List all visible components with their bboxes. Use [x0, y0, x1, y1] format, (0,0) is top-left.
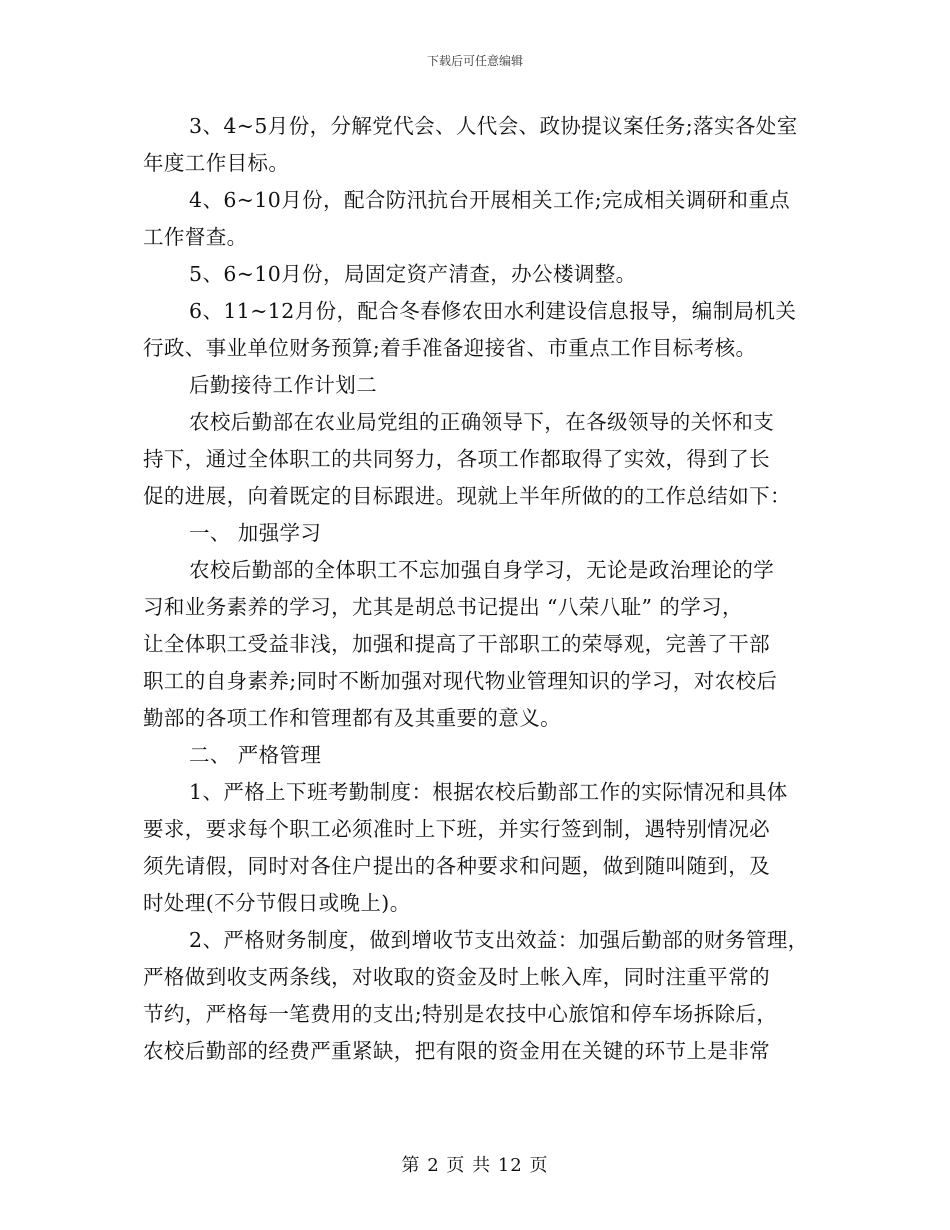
text-line: 让全体职工受益非浅，加强和提高了干部职工的荣辱观，完善了干部 — [143, 632, 770, 656]
text-line: 时处理(不分节假日或晚上)。 — [143, 891, 411, 915]
text-line: 须先请假，同时对各住户提出的各种要求和问题，做到随叫随到，及 — [143, 854, 770, 878]
text-line: 持下，通过全体职工的共同努力，各项工作都取得了实效，得到了长 — [143, 447, 770, 471]
text-line: 一、 加强学习 — [189, 521, 322, 545]
text-line: 农校后勤部的经费严重紧缺，把有限的资金用在关键的环节上是非常 — [143, 1039, 770, 1063]
text-line: 年度工作目标。 — [143, 151, 290, 175]
document-body — [143, 108, 823, 1070]
page-number-footer: 第 2 页 共 12 页 — [401, 1155, 549, 1176]
page-header: 下载后可任意编辑 — [426, 54, 523, 68]
text-line: 工作督查。 — [143, 225, 248, 249]
text-line: 5、6~10月份，局固定资产清查，办公楼调整。 — [189, 262, 637, 286]
text-line: 行政、事业单位财务预算;着手准备迎接省、市重点工作目标考核。 — [143, 336, 757, 360]
text-line: 农校后勤部在农业局党组的正确领导下，在各级领导的关怀和支 — [189, 410, 775, 434]
text-line: 勤部的各项工作和管理都有及其重要的意义。 — [143, 706, 561, 730]
text-line: 节约，严格每一笔费用的支出;特别是农技中心旅馆和停车场拆除后， — [143, 1002, 778, 1026]
text-line: 严格做到收支两条线，对收取的资金及时上帐入库，同时注重平常的 — [143, 965, 770, 989]
text-line: 1、严格上下班考勤制度：根据农校后勤部工作的实际情况和具体 — [189, 780, 788, 804]
text-line: 3、4~5月份，分解党代会、人代会、政协提议案任务;落实各处室 — [189, 114, 798, 138]
text-line: 2、严格财务制度，做到增收节支出效益：加强后勤部的财务管理， — [189, 928, 809, 952]
text-line: 要求，要求每个职工必须准时上下班，并实行签到制，遇特别情况必 — [143, 817, 770, 841]
text-line: 后勤接待工作计划二 — [189, 373, 378, 397]
text-line: 6、11~12月份，配合冬春修农田水利建设信息报导，编制局机关 — [189, 299, 797, 323]
text-line: 4、6~10月份，配合防汛抗台开展相关工作;完成相关调研和重点 — [189, 188, 791, 212]
text-line: 二、 严格管理 — [189, 743, 322, 767]
text-line: 农校后勤部的全体职工不忘加强自身学习，无论是政治理论的学 — [189, 558, 775, 582]
text-line: 促的进展，向着既定的目标跟进。现就上半年所做的的工作总结如下： — [143, 484, 791, 508]
text-line: 职工的自身素养;同时不断加强对现代物业管理知识的学习，对农校后 — [143, 669, 778, 693]
text-line: 习和业务素养的学习，尤其是胡总书记提出 “八荣八耻” 的学习， — [143, 595, 743, 619]
